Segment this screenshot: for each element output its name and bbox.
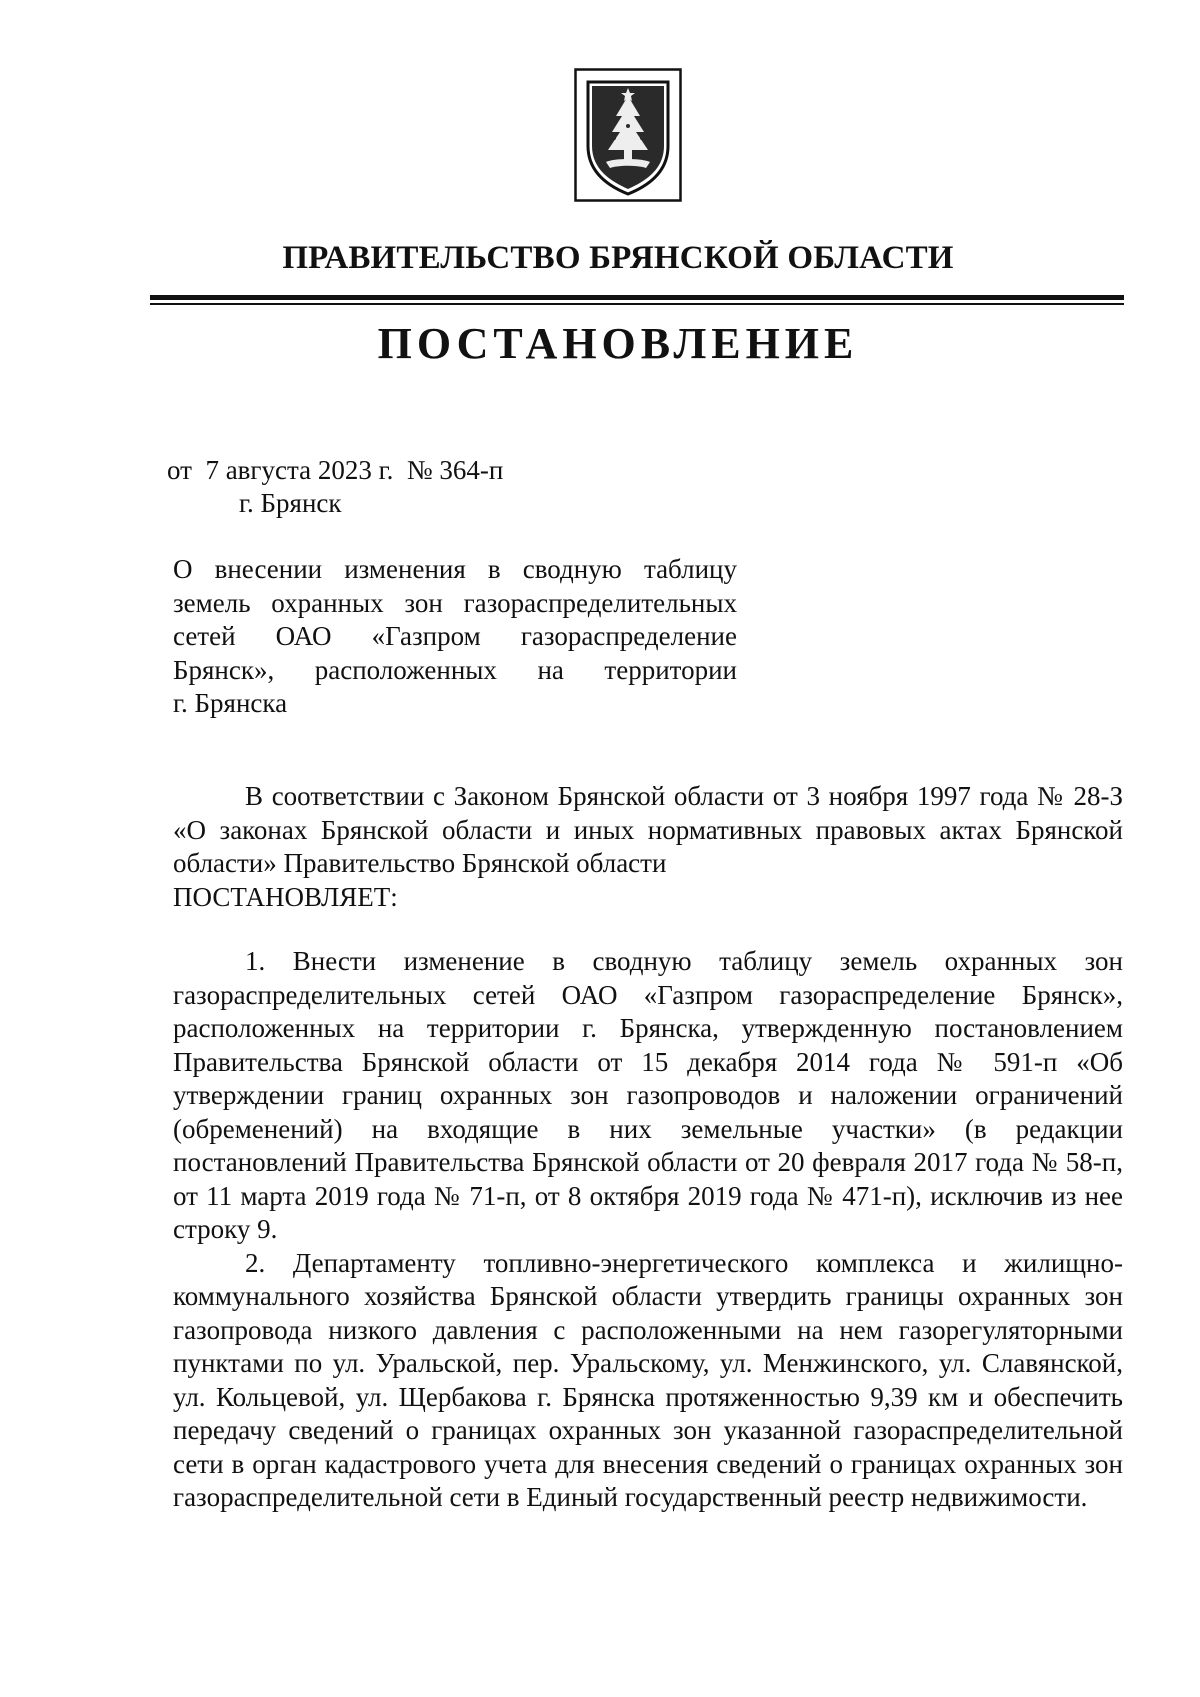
coat-of-arms-icon [574,68,682,202]
subject-line: Брянск», расположенных на территории [173,654,737,685]
subject-line: г. Брянска [173,688,288,718]
decree-word: ПОСТАНОВЛЯЕТ: [173,881,398,912]
header-divider-thin [150,303,1124,305]
decree-item: 1. Внести изменение в сводную таблицу земель охранных зон газораспределительных сетей ОАО «Газпром газораспределение Брянск», расположенных на территории г. Брянска, утвержденную постановлением Правительства Брянской области от 15 декабря 2014 года № 591-п «Об утверждении границ охранных зон газопроводов и наложении ограничений (обременений) на входящие в них земельные участки» (в редакции постановлений Правительства Брянской области от 20 февраля 2017 года № 58-п, от 11 марта 2019 года № 71-п, от 8 октября 2019 года № 471-п), исключив из нее строку 9. [173,946,1123,1244]
date-and-number: от 7 августа 2023 г. № 364-п [167,455,504,485]
subject-line: земель охранных зон газораспределительных [173,587,737,618]
document-type-title: ПОСТАНОВЛЕНИЕ [377,319,859,368]
subject-line: О внесении изменения в сводную таблицу [173,554,737,584]
city: г. Брянск [239,488,342,518]
decree-item: 2. Департаменту топливно-энергетического комплекса и жилищно-коммунального хозяйства Брянской области утвердить границы охранных зон газопровода низкого давления с расположенными на нем газорегуляторными пунктами по ул. Уральской, пер. Уральскому, ул. Менжинского, ул. Славянской, ул. Кольцевой, ул. Щербакова г. Брянска протяженностью 9,39 км и обеспечить передачу сведений о границах охранных зон указанной газораспределительной сети в орган кадастрового учета для внесения сведений о границах охранных зон газораспределительной сети в Единый государственный реестр недвижимости. [173,1247,1123,1512]
document-subject [173,553,737,721]
header-divider-thick [150,295,1124,300]
issuing-authority: ПРАВИТЕЛЬСТВО БРЯНСКОЙ ОБЛАСТИ [282,240,954,276]
coat-of-arms-emblem [574,68,682,202]
preamble [173,780,1123,914]
document-meta [167,454,503,520]
decree-items [173,945,1123,1515]
preamble-text: В соответствии с Законом Брянской области от 3 ноября 1997 года № 28-З «О законах Брянской области и иных нормативных правовых актах Брянской области» Правительство Брянской области [173,781,1123,878]
subject-line: сетей ОАО «Газпром газораспределение [173,621,737,651]
